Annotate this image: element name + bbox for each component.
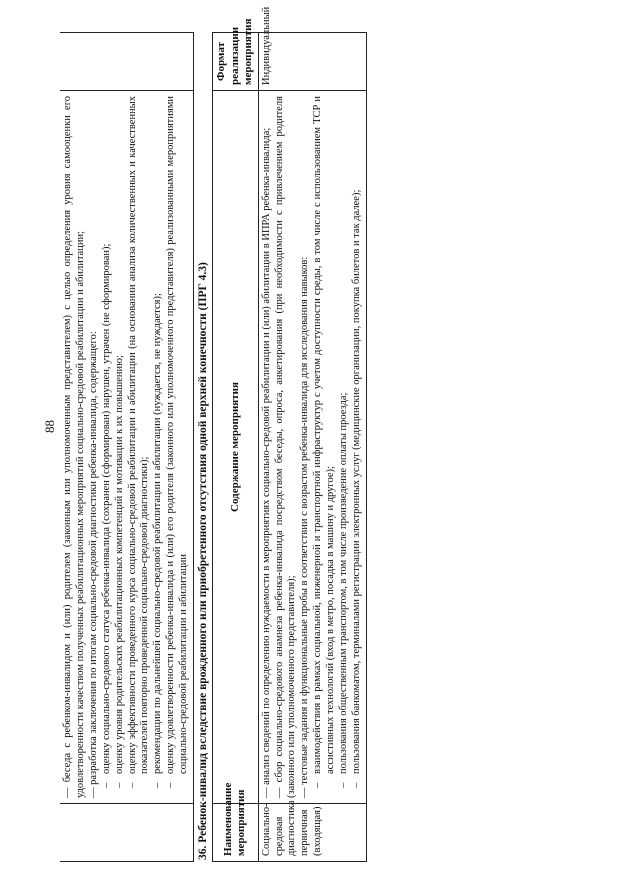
header-content: Содержание мероприятия xyxy=(213,91,259,804)
section-title: 36. Ребенок-инвалид вследствие врожденного или приобретенного отсутствия одной верхней конечности (ПРГ 4.3) xyxy=(197,262,210,860)
table-row xyxy=(258,33,366,862)
continuation-name-cell xyxy=(60,804,194,862)
row-line-2: — тестовые задания и функциональные пробы в соответствии с возрастом ребенка-инвалида для исследования навыков: xyxy=(299,256,311,798)
top-subitem: – оценку уровня родительских реабилитационных компетенций и мотивации к их повышению; xyxy=(113,355,125,788)
header-name: Наименование мероприятия xyxy=(213,804,259,862)
row-line-0: — анализ сведений по определению нуждаемости в мероприятиях социально-средовой реабилитации и (или) абилитации в ИПРА ребенка-инвалида; xyxy=(260,127,272,798)
document-page xyxy=(60,6,620,862)
continuation-content-cell xyxy=(60,91,194,804)
measures-table xyxy=(212,6,367,862)
top-subitem: – рекомендации по дальнейшей социально-средовой реабилитации и абилитации (нуждается, не нуждается); xyxy=(152,293,164,788)
row-line-1: — сбор социально-средового анамнеза ребенка-инвалида посредством беседы, опроса, анкетирования (при необходимости с привлечением родителя (законного или уполномоченного представителя); xyxy=(273,96,298,798)
top-line-1: — разработка заключения по итогам социально-средовой диагностики ребенка-инвалида, содержащего: xyxy=(87,331,99,798)
row-name: Социально-средовая диагностика первичная (входящая) xyxy=(258,804,366,862)
row-subitem: – пользования банкоматом, терминалами регистрации электронных услуг (медицинские организации, покупка билетов и так далее); xyxy=(350,189,362,788)
continuation-format-cell xyxy=(60,33,194,91)
top-subitem: – оценку социально-средового статуса ребенка-инвалида (сохранен (сформирован) нарушен, утрачен (не сформирован); xyxy=(100,243,112,788)
row-format: Индивидуальный xyxy=(258,33,366,91)
row-content xyxy=(258,91,366,804)
top-subitem: – оценку эффективности проведенного курса социально-средовой реабилитации и абилитации (на основании анализа количественных и качественных показателей повторно проведенной социально-средовой диагностики); xyxy=(126,96,151,788)
row-subitem: – пользования общественным транспортом, в том числе произведение оплаты проезда; xyxy=(338,392,350,788)
continuation-table xyxy=(60,32,194,862)
top-line-0: — беседа с ребенком-инвалидом и (или) родителем (законным или уполномоченным представителем) с целью определения уровня самооценки его удовлетворенности качеством полученных реабилитационных мероприятий социально-средовой реабилитации и абилитации; xyxy=(62,96,86,798)
header-format: Формат реализации мероприятия xyxy=(213,33,259,91)
page-number: 88 xyxy=(42,420,57,433)
row-subitem: – взаимодействия в рамках социальной, инженерной и транспортной инфраструктур с учетом доступности среды, в том числе с использованием ТСР и ассистивных технологий (вход в метро, посадка в машину и другое); xyxy=(312,96,337,788)
top-subitem: – оценку удовлетворенности ребенка-инвалида и (или) его родителя (законного или уполномоченного представителя) реализованными мероприятиями социально-средовой реабилитации и абилитации xyxy=(165,96,190,788)
